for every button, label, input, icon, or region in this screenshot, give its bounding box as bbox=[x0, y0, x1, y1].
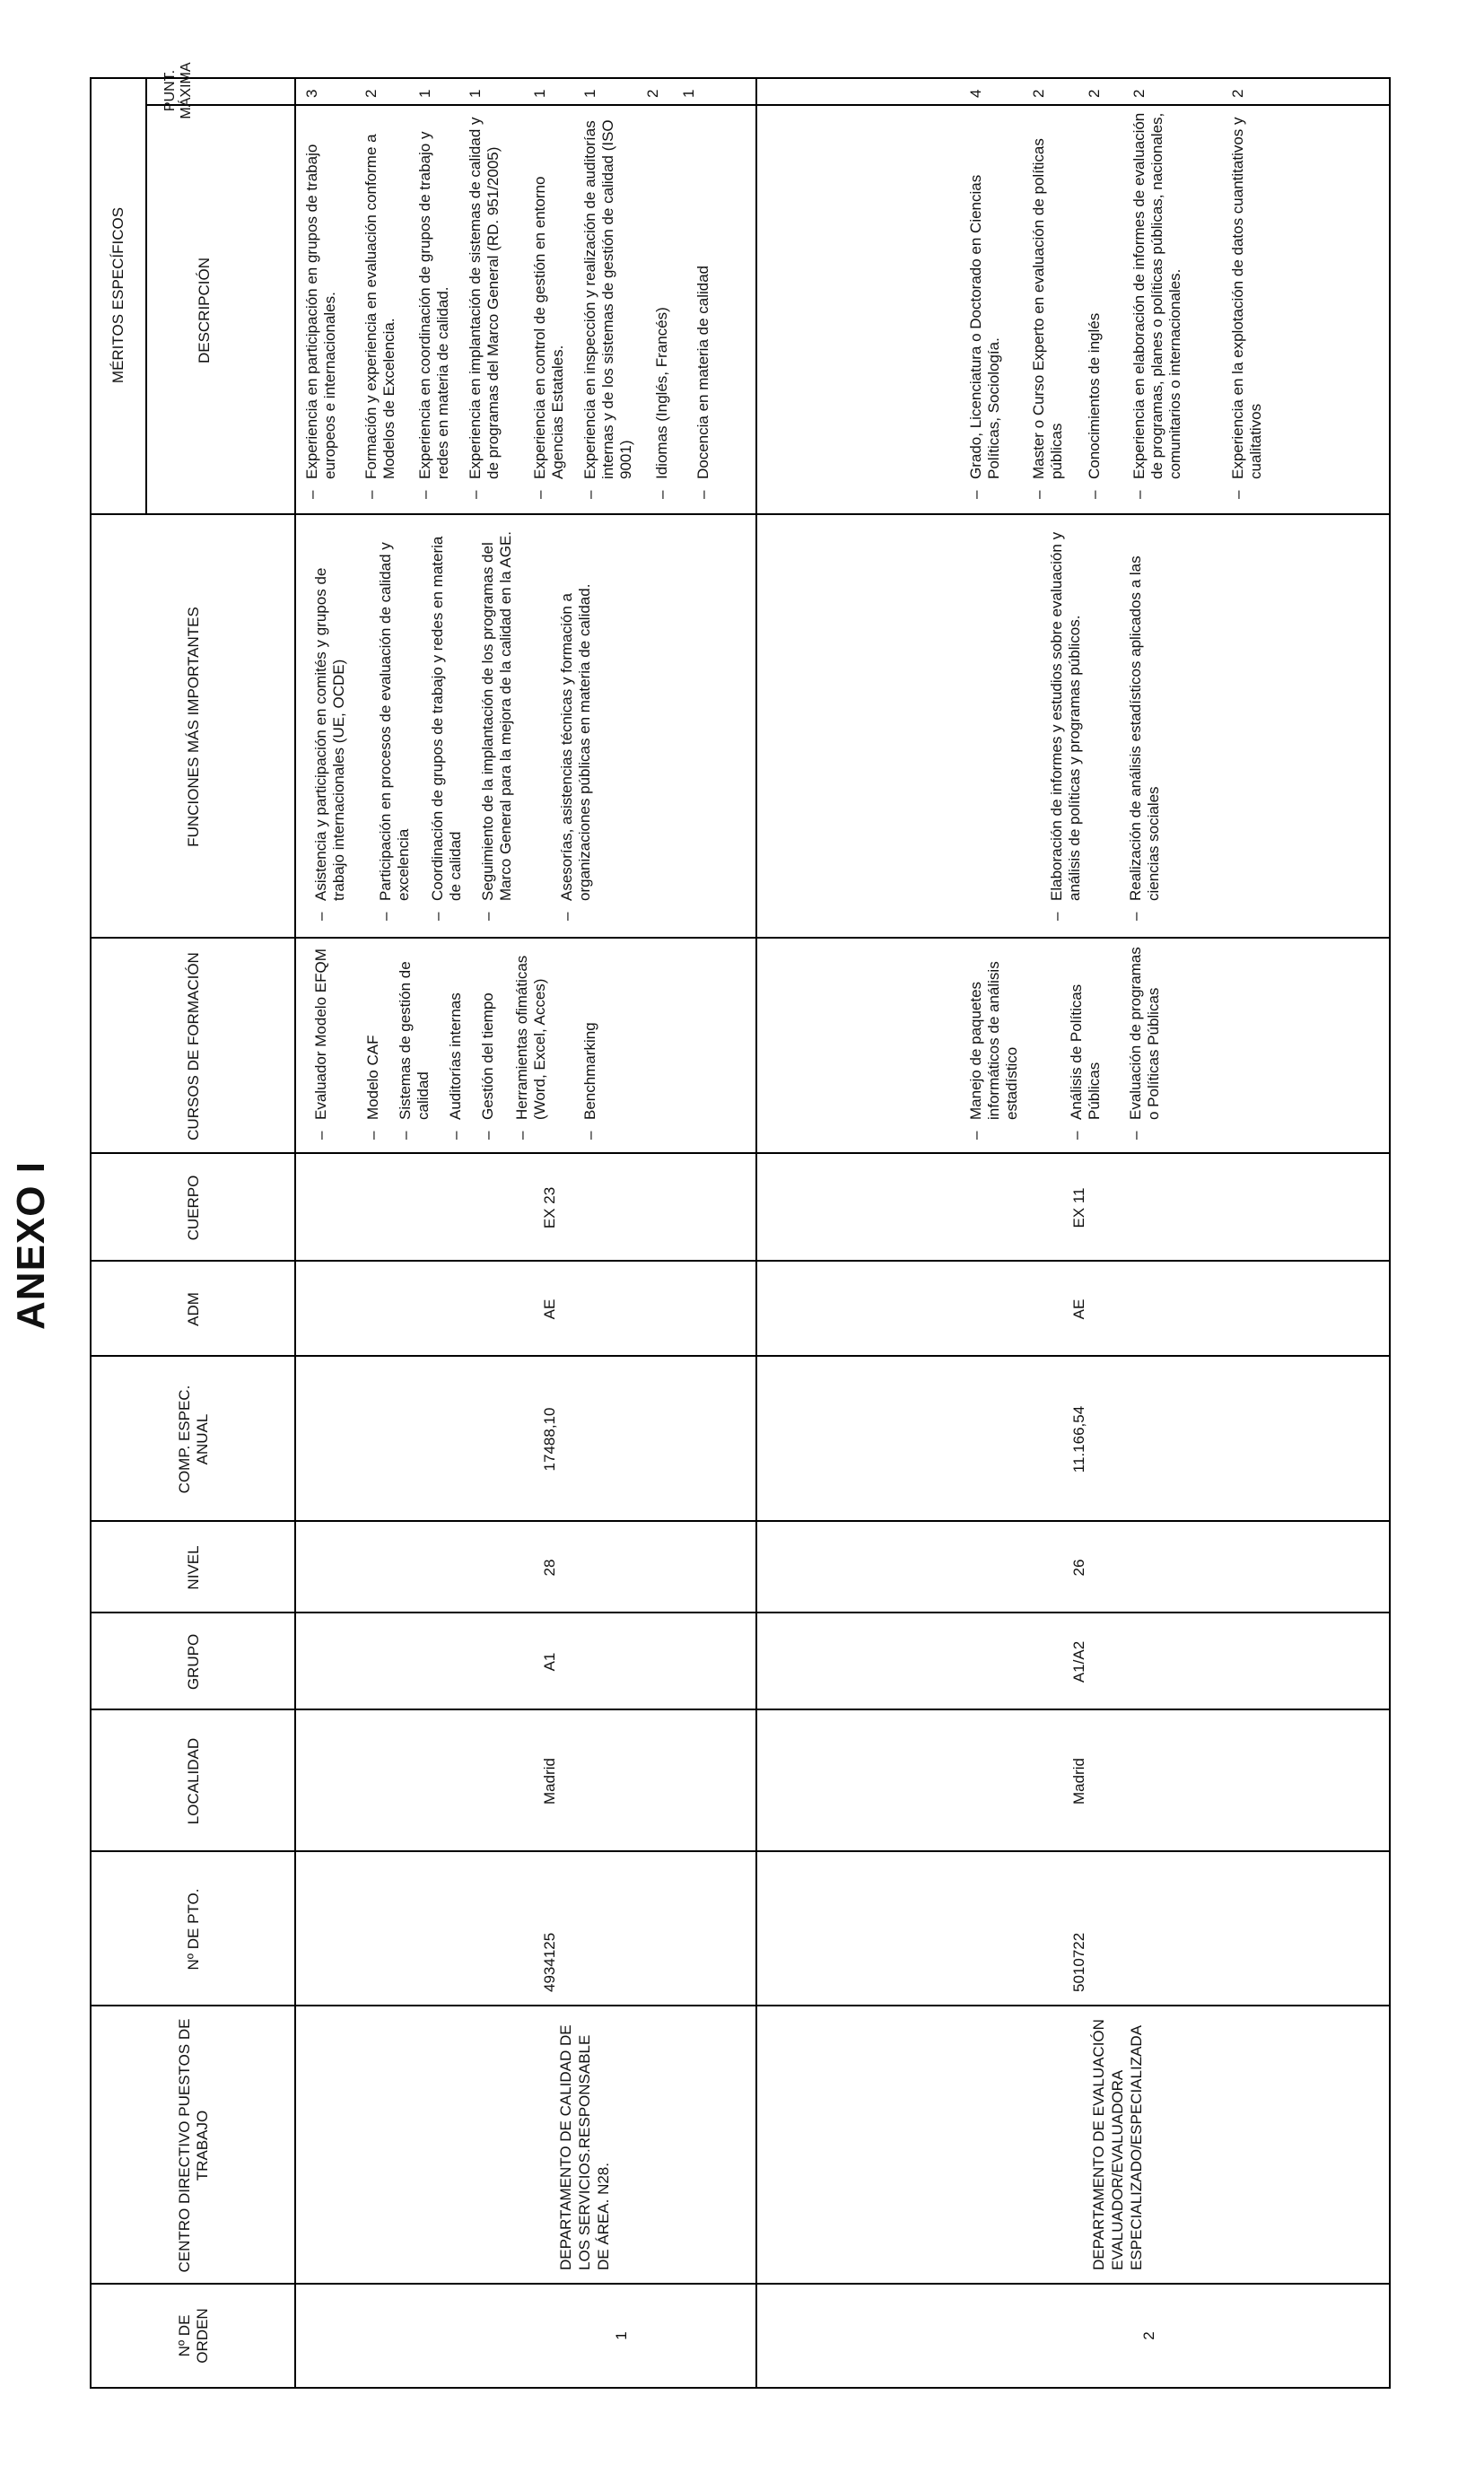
bullet-dash: – bbox=[531, 490, 548, 499]
row1-adm: AE bbox=[541, 1298, 558, 1320]
row2-punt: 2 bbox=[1130, 89, 1148, 98]
row1-merito-item: – Experiencia en participación en grupos de trabajo europeos e internacionales. bbox=[303, 144, 338, 499]
row1-grupo: A1 bbox=[541, 1652, 558, 1672]
row1-merito-item: – Experiencia en control de gestión en entorno Agencias Estatales. bbox=[531, 176, 566, 499]
row-divider bbox=[145, 79, 147, 515]
bullet-dash: – bbox=[581, 490, 598, 499]
row-divider bbox=[755, 79, 757, 2387]
header-comp-espec: COMP. ESPEC. ANUAL bbox=[176, 1385, 211, 1494]
bullet-dash: – bbox=[694, 490, 711, 499]
row1-pto: 4934125 bbox=[541, 1932, 558, 1992]
row1-merito-item: – Experiencia en inspección y realización de auditorías internas y de los sistemas de gestión de calidad (ISO 9001) bbox=[581, 119, 634, 499]
row2-comp-espec: 11.166,54 bbox=[1070, 1405, 1087, 1473]
row1-curso-item: – Gestión del tiempo bbox=[479, 992, 496, 1140]
row1-funcion-item: – Coordinación de grupos de trabajo y redes en materia de calidad bbox=[429, 536, 464, 921]
row1-merito-item: – Experiencia en coordinación de grupos de trabajo y redes en materia de calidad. bbox=[416, 131, 451, 499]
row1-funcion-item: – Asesorías, asistencias técnicas y formación a organizaciones públicas en materia de calidad. bbox=[558, 583, 593, 921]
row1-funcion-item: – Participación en procesos de evaluación de calidad y excelencia bbox=[377, 542, 412, 921]
bullet-dash: – bbox=[1086, 490, 1103, 499]
bullet-dash: – bbox=[1030, 490, 1047, 499]
row2-punt: 2 bbox=[1086, 89, 1103, 98]
bullet-dash: – bbox=[1130, 490, 1148, 499]
bullet-dash: – bbox=[479, 1131, 496, 1140]
row2-curso-item: – Manejo de paquetes informáticos de análisis estadístico bbox=[967, 961, 1020, 1140]
row1-funcion-item: – Asistencia y participación en comités y grupos de trabajo internacionales (UE, OCDE) bbox=[312, 567, 347, 921]
bullet-dash: – bbox=[377, 912, 394, 921]
header-meritos: MÉRITOS ESPECÍFICOS bbox=[109, 206, 127, 384]
bullet-dash: – bbox=[513, 1131, 530, 1140]
header-centro: CENTRO DIRECTIVO PUESTOS DE TRABAJO bbox=[176, 2018, 211, 2273]
row2-nivel: 26 bbox=[1070, 1559, 1087, 1577]
row2-orden: 2 bbox=[1140, 2331, 1157, 2340]
bullet-dash: – bbox=[1127, 912, 1144, 921]
row2-adm: AE bbox=[1070, 1298, 1087, 1320]
row1-centro: DEPARTAMENTO DE CALIDAD DE LOS SERVICIOS.RESPONSABLE DE ÁREA. N28. bbox=[557, 2024, 612, 2270]
row2-merito-item: – Conocimientos de inglés bbox=[1086, 312, 1103, 499]
bullet-dash: – bbox=[581, 1131, 598, 1140]
header-nivel: NIVEL bbox=[185, 1545, 202, 1590]
row2-grupo: A1/A2 bbox=[1070, 1640, 1087, 1683]
bullet-dash: – bbox=[362, 490, 380, 499]
header-localidad: LOCALIDAD bbox=[185, 1737, 202, 1825]
bullet-dash: – bbox=[364, 1131, 381, 1140]
row1-localidad: Madrid bbox=[541, 1758, 558, 1805]
row2-pto: 5010722 bbox=[1070, 1932, 1087, 1992]
row1-curso-item: – Herramientas ofimáticas (Word, Excel, Acces) bbox=[513, 955, 548, 1140]
row1-punt: 3 bbox=[303, 89, 320, 98]
row1-nivel: 28 bbox=[541, 1559, 558, 1577]
bullet-dash: – bbox=[1068, 1131, 1085, 1140]
bullet-dash: – bbox=[967, 1131, 984, 1140]
row2-merito-item: – Grado, Licenciatura o Doctorado en Ciencias Políticas, Sociología. bbox=[967, 174, 1002, 499]
bullet-dash: – bbox=[967, 490, 984, 499]
positions-table bbox=[90, 62, 1391, 2389]
row2-merito-item: – Experiencia en elaboración de informes de evaluación de programas, planes o políticas públicas, nacionales, comunitarios o internacionales. bbox=[1130, 112, 1183, 499]
row2-punt: 2 bbox=[1229, 89, 1246, 98]
row1-punt: 2 bbox=[362, 89, 380, 98]
row1-cuerpo: EX 23 bbox=[541, 1186, 558, 1229]
header-cuerpo: CUERPO bbox=[185, 1175, 202, 1241]
row2-punt: 2 bbox=[1030, 89, 1047, 98]
row2-merito-item: – Experiencia en la explotación de datos cuantitativos y cualitativos bbox=[1229, 117, 1264, 499]
row1-merito-item: – Docencia en materia de calidad bbox=[694, 265, 711, 499]
row2-localidad: Madrid bbox=[1070, 1758, 1087, 1805]
row2-curso-item: – Análisis de Políticas Públicas bbox=[1068, 983, 1103, 1140]
column-divider bbox=[145, 104, 1389, 106]
bullet-dash: – bbox=[558, 912, 575, 921]
row1-comp-espec: 17488,10 bbox=[541, 1407, 558, 1472]
row1-curso-item: – Evaluador Modelo EFQM bbox=[312, 948, 329, 1140]
header-funciones: FUNCIONES MÁS IMPORTANTES bbox=[185, 607, 202, 847]
bullet-dash: – bbox=[312, 1131, 329, 1140]
row1-curso-item: – Modelo CAF bbox=[364, 1035, 381, 1140]
row1-punt: 2 bbox=[644, 89, 661, 98]
row1-merito-item: – Formación y experiencia en evaluación conforme a Modelos de Excelencia. bbox=[362, 134, 397, 499]
header-descripcion: DESCRIPCIÓN bbox=[196, 257, 213, 364]
header-grupo: GRUPO bbox=[185, 1633, 202, 1691]
bullet-dash: – bbox=[1229, 490, 1246, 499]
row1-punt: 1 bbox=[581, 89, 598, 98]
bullet-dash: – bbox=[312, 912, 329, 921]
bullet-dash: – bbox=[653, 490, 670, 499]
row1-curso-item: – Auditorías internas bbox=[447, 992, 464, 1140]
bullet-dash: – bbox=[416, 490, 433, 499]
bullet-dash: – bbox=[1127, 1131, 1144, 1140]
header-pto: Nº DE PTO. bbox=[185, 1888, 202, 1971]
row2-centro: DEPARTAMENTO DE EVALUACIÓN EVALUADOR/EVALUADORA ESPECIALIZADO/ESPECIALIZADA bbox=[1090, 2019, 1145, 2270]
header-cursos: CURSOS DE FORMACIÓN bbox=[185, 952, 202, 1141]
row2-funcion-item: – Realización de análisis estadísticos aplicados a las ciencias sociales bbox=[1127, 555, 1162, 921]
document-title: ANEXO I bbox=[9, 1161, 53, 1330]
row1-punt: 1 bbox=[531, 89, 548, 98]
row1-punt: 1 bbox=[416, 89, 433, 98]
bullet-dash: – bbox=[447, 1131, 464, 1140]
row1-funcion-item: – Seguimiento de la implantación de los programas del Marco General para la mejora de la calidad en la AGE. bbox=[479, 530, 514, 921]
bullet-dash: – bbox=[397, 1131, 414, 1140]
row2-funcion-item: – Elaboración de informes y estudios sobre evaluación y análisis de políticas y programas públicos. bbox=[1048, 531, 1083, 921]
bullet-dash: – bbox=[429, 912, 446, 921]
row2-punt: 4 bbox=[967, 89, 984, 98]
row1-punt: 1 bbox=[680, 89, 697, 98]
row1-curso-item: – Sistemas de gestión de calidad bbox=[397, 961, 432, 1140]
row1-punt: 1 bbox=[467, 89, 484, 98]
row2-cuerpo: EX 11 bbox=[1070, 1187, 1087, 1228]
header-adm: ADM bbox=[185, 1292, 202, 1326]
bullet-dash: – bbox=[479, 912, 496, 921]
row1-orden: 1 bbox=[613, 2331, 630, 2340]
row2-merito-item: – Master o Curso Experto en evaluación de políticas públicas bbox=[1030, 138, 1065, 499]
row1-curso-item: – Benchmarking bbox=[581, 1022, 598, 1140]
bullet-dash: – bbox=[303, 490, 320, 499]
header-orden: Nº DE ORDEN bbox=[176, 2308, 211, 2364]
row1-merito-item: – Experiencia en implantación de sistemas de calidad y de programas del Marco General (RD. 951/2005) bbox=[467, 117, 502, 499]
bullet-dash: – bbox=[1048, 912, 1065, 921]
row2-curso-item: – Evaluación de programas o Políticas Públicas bbox=[1127, 947, 1162, 1140]
bullet-dash: – bbox=[467, 490, 484, 499]
row1-merito-item: – Idiomas (Inglés, Francés) bbox=[653, 307, 670, 499]
header-punt-maxima: PUNT. MÁXIMA bbox=[162, 62, 194, 119]
